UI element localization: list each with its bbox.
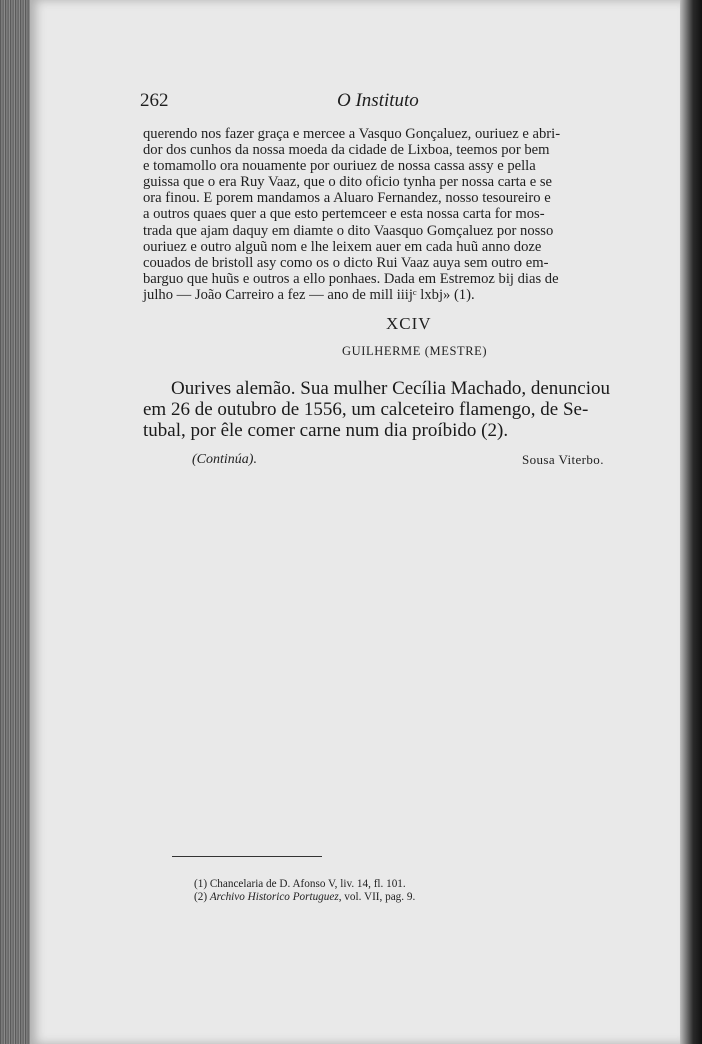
entry-line: em 26 de outubro de 1556, um calceteiro flamengo, de Se- (143, 399, 589, 420)
footnote-1 (194, 878, 514, 891)
body-line: querendo nos fazer graça e mercee a Vasquo Gonçaluez, ouriuez e abri- (143, 126, 561, 142)
footnote-divider (172, 856, 322, 857)
body-line: dor dos cunhos da nossa moeda da cidade de Lixboa, teemos por bem (143, 142, 550, 159)
entry-paragraph (143, 378, 619, 441)
continued-note: (Continúa). (192, 452, 257, 467)
body-line: ora finou. E porem mandamos a Aluaro Fernandez, nosso tesoureiro e (143, 190, 551, 207)
entry-line: Ourives alemão. Sua mulher Cecília Machado, denunciou (171, 378, 610, 399)
footnote-marker: (1) (194, 878, 208, 890)
footnote-text: Chancelaria de D. Afonso V, liv. 14, fl. 101. (209, 878, 406, 890)
body-line: couados de bristoll asy como os o dicto Rui Vaaz auya sem outro em- (143, 254, 549, 271)
running-title: O Instituto (337, 90, 419, 111)
body-line: julho — João Carreiro a fez — ano de mill iiijᶜ lxbj» (1). (143, 286, 475, 303)
footnote-source-title: Archivo Historico Portuguez (209, 891, 339, 903)
footnote-marker: (2) (194, 891, 208, 903)
body-line: ouriuez e outro alguũ nom e lhe leixem auer em cada huũ anno doze (143, 238, 542, 255)
section-number: XCIV (386, 314, 432, 333)
document-body-text (143, 126, 619, 303)
body-line: e tomamollo ora nouamente por ouriuez de nossa cassa assy e pella (143, 158, 536, 175)
entry-line: tubal, por êle comer carne num dia proíbido (2). (143, 420, 509, 441)
footnote-2 (194, 891, 514, 904)
entry-heading: GUILHERME (MESTRE) (342, 344, 488, 358)
book-gutter-shadow (680, 0, 702, 1044)
footnotes (194, 878, 514, 904)
page-number: 262 (140, 90, 169, 111)
body-line: trada que ajam daquy em diamte o dito Vaasquo Gomçaluez por nosso (143, 222, 554, 239)
body-line: guissa que o era Ruy Vaaz, que o dito oficio tynha per nossa carta e se (143, 174, 553, 191)
body-line: barguo que huũs e outros a ello ponhaes. Dada em Estremoz bij dias de (143, 270, 559, 287)
author-signature: Sousa Viterbo. (522, 452, 604, 467)
footnote-text: , vol. VII, pag. 9. (338, 891, 416, 903)
body-line: a outros quaes quer a que esto pertemceer e esta nossa carta for mos- (143, 206, 545, 223)
